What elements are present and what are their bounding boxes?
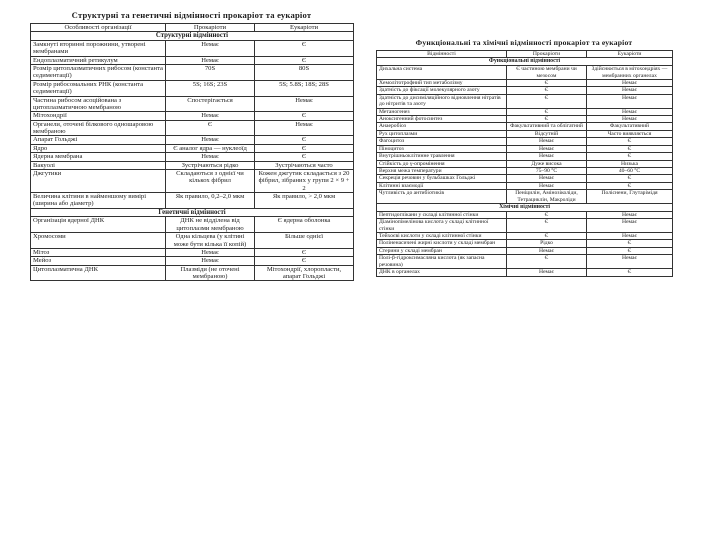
table-row (377, 123, 673, 130)
cell-prokaryotes: Немає (507, 247, 587, 254)
right-header-row (377, 51, 673, 58)
cell-prokaryotes: Відсутній (507, 130, 587, 137)
cell-feature: Хемолітотрофний тип метаболізму (377, 79, 507, 86)
cell-eukaryotes: Є (587, 269, 673, 276)
table-row (31, 136, 354, 144)
cell-prokaryotes: 75–90 °С (507, 167, 587, 174)
table-row (31, 120, 354, 136)
left-header-eukaryotes: Еукаріоти (255, 24, 354, 32)
cell-eukaryotes: Немає (587, 211, 673, 218)
table-row (31, 265, 354, 281)
table-row (377, 138, 673, 145)
table-row (377, 240, 673, 247)
left-table-body (31, 32, 354, 281)
table-row (377, 182, 673, 189)
table-row (31, 161, 354, 169)
cell-prokaryotes: Є аналог ядра — нуклеоїд (166, 144, 255, 152)
table-row (377, 66, 673, 80)
cell-eukaryotes: Немає (587, 108, 673, 115)
cell-prokaryotes: Є (507, 211, 587, 218)
cell-feature: Частина рибосом асоційована з цитоплазматичною мембраною (31, 96, 166, 112)
cell-prokaryotes: Немає (507, 269, 587, 276)
table-row (31, 144, 354, 152)
cell-prokaryotes: Спостерігається (166, 96, 255, 112)
cell-prokaryotes: Немає (507, 153, 587, 160)
cell-prokaryotes: Складаються з однієї чи кількох фібрил (166, 169, 255, 192)
left-table (30, 23, 354, 281)
table-row (377, 175, 673, 182)
cell-feature: Розмір цитоплазматичних рибосом (константа седиментації) (31, 65, 166, 81)
cell-feature: Організація ядерної ДНК (31, 217, 166, 233)
table-row (31, 80, 354, 96)
cell-eukaryotes: 40–60 °С (587, 167, 673, 174)
cell-eukaryotes: Немає (587, 233, 673, 240)
table-row (31, 257, 354, 265)
table-row (377, 269, 673, 276)
cell-feature: Стійкість до γ-опромінення (377, 160, 507, 167)
cell-eukaryotes: Немає (587, 94, 673, 108)
cell-feature: Джгутики (31, 169, 166, 192)
cell-prokaryotes: Є (507, 255, 587, 269)
cell-prokaryotes: Є (166, 120, 255, 136)
cell-eukaryotes: Є (255, 56, 354, 64)
cell-feature: Піноцитоз (377, 145, 507, 152)
cell-eukaryotes: Немає (587, 79, 673, 86)
cell-feature: Анаеробіоз (377, 123, 507, 130)
cell-feature: Пептидоглікани у складі клітинної стінки (377, 211, 507, 218)
cell-prokaryotes: Немає (166, 153, 255, 161)
cell-feature: Тейхоєві кислоти у складі клітинної стінки (377, 233, 507, 240)
table-row (377, 153, 673, 160)
cell-feature: Мітохондрії (31, 112, 166, 120)
cell-prokaryotes: Як правило, 0,2–2,0 мкм (166, 193, 255, 209)
left-header-row (31, 24, 354, 32)
cell-feature: Діамінопімелінова кислота у складі клітинної стінки (377, 219, 507, 233)
cell-prokaryotes: 70S (166, 65, 255, 81)
cell-eukaryotes: Є (255, 112, 354, 120)
table-row (31, 96, 354, 112)
cell-prokaryotes: Немає (166, 56, 255, 64)
cell-prokaryotes: Є (507, 233, 587, 240)
table-row (377, 116, 673, 123)
cell-feature: Стерини у складі мембран (377, 247, 507, 254)
section-heading-row (31, 208, 354, 217)
cell-prokaryotes: Є (507, 108, 587, 115)
cell-eukaryotes: Немає (587, 255, 673, 269)
cell-prokaryotes: Немає (507, 145, 587, 152)
table-row (31, 112, 354, 120)
cell-eukaryotes: Є (587, 182, 673, 189)
table-row (377, 130, 673, 137)
cell-feature: Розмір рибосомальних РНК (константа седиментації) (31, 80, 166, 96)
table-row (377, 211, 673, 218)
cell-feature: Здатність до дисиміляційного відновлення нітратів до нітритів та азоту (377, 94, 507, 108)
cell-feature: Чутливість до антибіотиків (377, 190, 507, 204)
cell-prokaryotes: Немає (166, 40, 255, 56)
cell-feature: Цитоплазматична ДНК (31, 265, 166, 281)
right-table (376, 50, 673, 277)
cell-eukaryotes: Поліснени, Глутарімідя (587, 190, 673, 204)
cell-feature: Мейоз (31, 257, 166, 265)
cell-eukaryotes: Є ядерна оболонка (255, 217, 354, 233)
cell-feature: Органели, оточені білкового одношаровою мембраною (31, 120, 166, 136)
cell-eukaryotes: Є (255, 40, 354, 56)
cell-eukaryotes: Є (587, 138, 673, 145)
cell-prokaryotes: Є (507, 87, 587, 94)
cell-feature: Секреція речовин у бульбашках Гольджі (377, 175, 507, 182)
cell-prokaryotes: Є (507, 219, 587, 233)
cell-feature: Хромосоми (31, 233, 166, 249)
cell-prokaryotes: Немає (166, 136, 255, 144)
table-row (377, 190, 673, 204)
cell-eukaryotes: Зустрічаються часто (255, 161, 354, 169)
cell-eukaryotes: Більше однієї (255, 233, 354, 249)
cell-feature: Вакуолі (31, 161, 166, 169)
cell-prokaryotes: Немає (507, 138, 587, 145)
table-row (31, 65, 354, 81)
cell-feature: Внутрішньоклітинне травлення (377, 153, 507, 160)
cell-eukaryotes: Немає (587, 116, 673, 123)
cell-prokaryotes: Немає (166, 112, 255, 120)
cell-prokaryotes: Рідко (507, 240, 587, 247)
right-table-title: Функціональні та хімічні відмінності прокаріот та еукаріот (415, 38, 633, 47)
cell-feature: Ядро (31, 144, 166, 152)
section-heading-row (31, 32, 354, 41)
cell-eukaryotes: Є (255, 248, 354, 256)
section-heading-row (377, 58, 673, 66)
cell-prokaryotes: Немає (507, 175, 587, 182)
cell-prokaryotes: Немає (166, 248, 255, 256)
cell-eukaryotes: Кожен джгутик складається з 20 фібрил, зібраних у групи 2 × 9 + 2 (255, 169, 354, 192)
right-header-feature: Відмінності (377, 51, 507, 58)
cell-eukaryotes: Є (587, 240, 673, 247)
cell-feature: Метаногенез (377, 108, 507, 115)
cell-eukaryotes: 80S (255, 65, 354, 81)
right-header-prokaryotes: Прокаріоти (507, 51, 587, 58)
cell-feature: Замкнуті вторинні порожнини, утворені мембранами (31, 40, 166, 56)
cell-eukaryotes: Є (587, 175, 673, 182)
table-row (31, 56, 354, 64)
table-row (377, 167, 673, 174)
section-heading: Генетичні відмінності (31, 208, 354, 217)
cell-feature: Величина клітини в найменшому вимірі (ширина або діаметр) (31, 193, 166, 209)
left-header-prokaryotes: Прокаріоти (166, 24, 255, 32)
cell-prokaryotes: Зустрічаються рідко (166, 161, 255, 169)
cell-feature: Верхня межа температури (377, 167, 507, 174)
section-heading: Структурні відмінності (31, 32, 354, 41)
cell-prokaryotes: ДНК не відділена від цитоплазми мембраною (166, 217, 255, 233)
cell-feature: Фагоцитоз (377, 138, 507, 145)
cell-prokaryotes: Плазміди (не оточені мембраною) (166, 265, 255, 281)
table-row (31, 217, 354, 233)
cell-prokaryotes: Є частиною мембрани чи мезосом (507, 66, 587, 80)
cell-eukaryotes: Мітохондрії, хлоропласти, апарат Гольджі (255, 265, 354, 281)
cell-prokaryotes: Факультативний та облігатний (507, 123, 587, 130)
table-row (31, 248, 354, 256)
table-row (377, 255, 673, 269)
cell-feature: Полі-β-гідроксимасляна кислота (як запасна речовина) (377, 255, 507, 269)
table-row (377, 87, 673, 94)
section-heading: Хімічні відмінності (377, 204, 673, 212)
cell-eukaryotes: Здійснюється в мітохондріях — мембранних органелах (587, 66, 673, 80)
cell-eukaryotes: Факультативний (587, 123, 673, 130)
cell-feature: Рух цитоплазми (377, 130, 507, 137)
table-row (31, 193, 354, 209)
cell-eukaryotes: Є (255, 153, 354, 161)
table-row (31, 169, 354, 192)
right-table-body (377, 58, 673, 276)
cell-feature: Клітинні взаємодії (377, 182, 507, 189)
table-row (31, 233, 354, 249)
cell-feature: Аноксигенний фотосинтез (377, 116, 507, 123)
functional-chemical-differences-table (376, 38, 672, 277)
cell-feature: ДНК в органелах (377, 269, 507, 276)
table-row (377, 160, 673, 167)
cell-eukaryotes: Немає (587, 87, 673, 94)
table-row (377, 247, 673, 254)
cell-eukaryotes: Немає (587, 219, 673, 233)
left-table-title: Структурні та генетичні відмінності прокаріот та еукаріот (71, 10, 312, 20)
cell-eukaryotes: 5S; 5.8S; 18S; 28S (255, 80, 354, 96)
cell-feature: Мітоз (31, 248, 166, 256)
cell-prokaryotes: Є (507, 94, 587, 108)
table-row (31, 40, 354, 56)
cell-eukaryotes: Немає (255, 96, 354, 112)
cell-eukaryotes: Є (587, 247, 673, 254)
cell-eukaryotes: Є (587, 145, 673, 152)
cell-prokaryotes: Одна кільцева (у клітині може бути кілька її копій) (166, 233, 255, 249)
table-row (377, 219, 673, 233)
cell-eukaryotes: Є (255, 144, 354, 152)
cell-eukaryotes: Часто виявляється (587, 130, 673, 137)
cell-prokaryotes: 5S; 16S; 23S (166, 80, 255, 96)
table-row (377, 145, 673, 152)
cell-prokaryotes: Дуже висока (507, 160, 587, 167)
table-row (31, 153, 354, 161)
cell-eukaryotes: Низька (587, 160, 673, 167)
cell-feature: Ядерна мембрана (31, 153, 166, 161)
table-row (377, 94, 673, 108)
cell-feature: Апарат Гольджі (31, 136, 166, 144)
section-heading: Функціональні відмінності (377, 58, 673, 66)
section-heading-row (377, 204, 673, 212)
cell-eukaryotes: Є (255, 136, 354, 144)
cell-prokaryotes: Немає (507, 182, 587, 189)
cell-prokaryotes: Є (507, 79, 587, 86)
table-row (377, 79, 673, 86)
cell-eukaryotes: Є (587, 153, 673, 160)
cell-prokaryotes: Є (507, 116, 587, 123)
table-row (377, 233, 673, 240)
cell-eukaryotes: Є (255, 257, 354, 265)
cell-prokaryotes: Немає (166, 257, 255, 265)
cell-eukaryotes: Як правило, > 2,0 мкм (255, 193, 354, 209)
cell-eukaryotes: Немає (255, 120, 354, 136)
structural-genetic-differences-table (30, 10, 353, 281)
table-row (377, 108, 673, 115)
cell-prokaryotes: Пеніцилін, Амінозіколіди, Тетрациклін, Макроліди (507, 190, 587, 204)
cell-feature: Здатність до фіксації молекулярного азоту (377, 87, 507, 94)
cell-feature: Дихальна система (377, 66, 507, 80)
left-header-feature: Особливості організації (31, 24, 166, 32)
cell-feature: Ендоплазматичний ретикулум (31, 56, 166, 64)
right-header-eukaryotes: Еукаріоти (587, 51, 673, 58)
cell-feature: Поліненасичені жирні кислоти у складі мембран (377, 240, 507, 247)
